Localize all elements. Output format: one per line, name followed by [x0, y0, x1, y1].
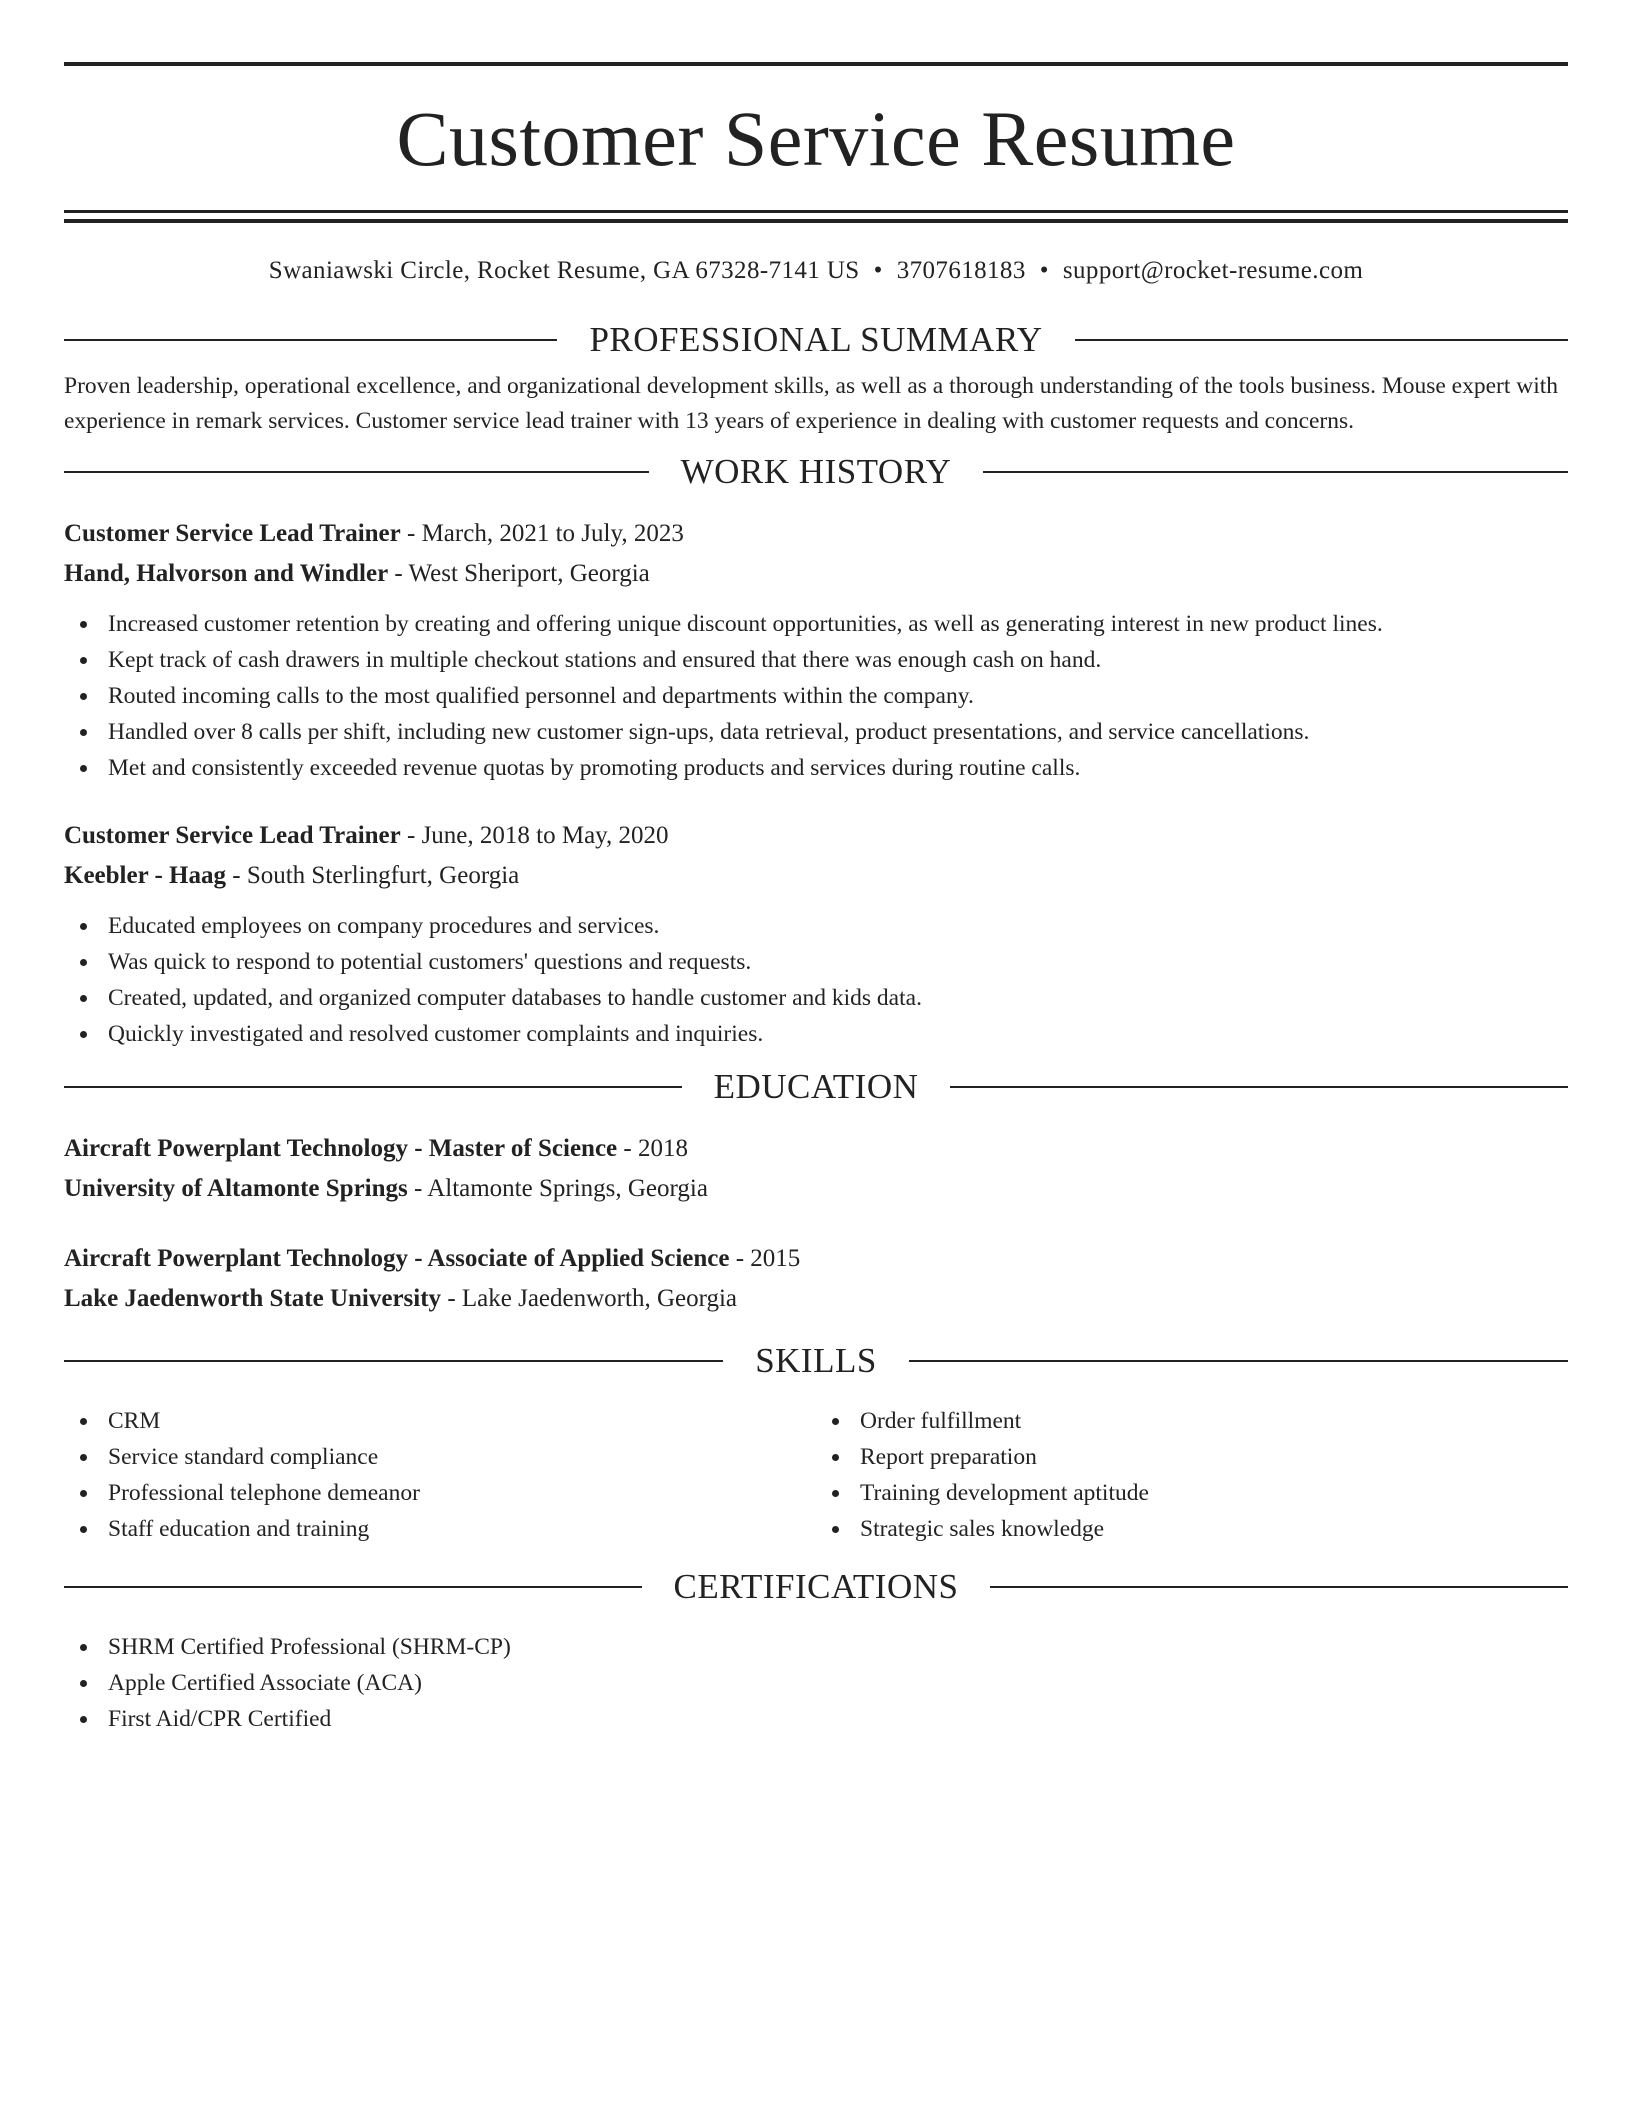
list-item: Increased customer retention by creating and offering unique discount opportunities, as well as generating interest in new product lines.	[64, 606, 1568, 642]
skills-heading: SKILLS	[755, 1341, 877, 1380]
top-rule	[64, 62, 1568, 66]
list-item: Service standard compliance	[64, 1439, 816, 1475]
education-entry	[64, 1239, 1568, 1319]
list-item: Training development aptitude	[816, 1475, 1568, 1511]
list-item: Apple Certified Associate (ACA)	[64, 1665, 1568, 1701]
list-item: Strategic sales knowledge	[816, 1511, 1568, 1547]
list-item: Met and consistently exceeded revenue quotas by promoting products and services during routine calls.	[64, 750, 1568, 786]
job-duties-list	[64, 606, 1568, 786]
summary-section-header	[64, 320, 1568, 360]
certifications-heading: CERTIFICATIONS	[673, 1567, 959, 1606]
contact-phone: 3707618183	[896, 257, 1026, 284]
degree: Aircraft Powerplant Technology - Master of Science	[64, 1135, 618, 1162]
job-entry	[64, 514, 1568, 786]
skills-list-right	[816, 1403, 1568, 1547]
section-rule	[64, 1086, 682, 1088]
list-item: Created, updated, and organized computer databases to handle customer and kids data.	[64, 980, 1568, 1016]
list-item: Kept track of cash drawers in multiple checkout stations and ensured that there was enough cash on hand.	[64, 642, 1568, 678]
title-rule-upper	[64, 210, 1568, 213]
job-company-line	[64, 856, 1568, 896]
title-rule-lower	[64, 219, 1568, 223]
degree-year: - 2015	[729, 1245, 801, 1272]
job-title: Customer Service Lead Trainer	[64, 822, 401, 849]
section-rule	[64, 1586, 642, 1588]
contact-line	[64, 257, 1568, 285]
list-item: Order fulfillment	[816, 1403, 1568, 1439]
education-section-header	[64, 1067, 1568, 1107]
list-item: Quickly investigated and resolved customer complaints and inquiries.	[64, 1016, 1568, 1052]
degree-line	[64, 1129, 1568, 1169]
contact-separator: •	[1039, 257, 1049, 284]
work-heading: WORK HISTORY	[680, 452, 952, 491]
job-title: Customer Service Lead Trainer	[64, 520, 401, 547]
job-title-line	[64, 514, 1568, 554]
school-location: - Altamonte Springs, Georgia	[407, 1175, 708, 1202]
job-company: Hand, Halvorson and Windler	[64, 560, 389, 587]
page-title: Customer Service Resume	[396, 95, 1236, 182]
skills-section-header	[64, 1341, 1568, 1381]
section-rule	[990, 1586, 1568, 1588]
degree-line	[64, 1239, 1568, 1279]
section-rule	[64, 471, 649, 473]
list-item: Report preparation	[816, 1439, 1568, 1475]
degree: Aircraft Powerplant Technology - Associate of Applied Science	[64, 1245, 730, 1272]
certifications-section-header	[64, 1567, 1568, 1607]
job-location: - South Sterlingfurt, Georgia	[226, 862, 520, 889]
list-item: Routed incoming calls to the most qualified personnel and departments within the company.	[64, 678, 1568, 714]
section-rule	[983, 471, 1568, 473]
skills-grid	[64, 1403, 1568, 1547]
list-item: Was quick to respond to potential customers' questions and requests.	[64, 944, 1568, 980]
job-location: - West Sheriport, Georgia	[388, 560, 650, 587]
list-item: Educated employees on company procedures and services.	[64, 908, 1568, 944]
list-item: Staff education and training	[64, 1511, 816, 1547]
education-entry	[64, 1129, 1568, 1209]
job-dates: - March, 2021 to July, 2023	[400, 520, 684, 547]
job-company-line	[64, 554, 1568, 594]
list-item: SHRM Certified Professional (SHRM-CP)	[64, 1629, 1568, 1665]
skills-list-left	[64, 1403, 816, 1547]
list-item: First Aid/CPR Certified	[64, 1701, 1568, 1737]
education-heading: EDUCATION	[713, 1067, 919, 1106]
contact-separator: •	[873, 257, 883, 284]
list-item: Handled over 8 calls per shift, including new customer sign-ups, data retrieval, product presentations, and service cancellations.	[64, 714, 1568, 750]
list-item: CRM	[64, 1403, 816, 1439]
section-rule	[1075, 339, 1568, 341]
contact-email: support@rocket-resume.com	[1062, 257, 1364, 284]
work-section-header	[64, 452, 1568, 492]
section-rule	[64, 1360, 723, 1362]
school: University of Altamonte Springs	[64, 1175, 408, 1202]
school: Lake Jaedenworth State University	[64, 1285, 442, 1312]
school-line	[64, 1279, 1568, 1319]
job-dates: - June, 2018 to May, 2020	[400, 822, 669, 849]
job-duties-list	[64, 908, 1568, 1052]
job-company: Keebler - Haag	[64, 862, 226, 889]
contact-address: Swaniawski Circle, Rocket Resume, GA 67328-7141 US	[268, 257, 860, 284]
certifications-list	[64, 1629, 1568, 1737]
list-item: Professional telephone demeanor	[64, 1475, 816, 1511]
school-line	[64, 1169, 1568, 1209]
section-rule	[909, 1360, 1568, 1362]
school-location: - Lake Jaedenworth, Georgia	[441, 1285, 738, 1312]
section-rule	[64, 339, 557, 341]
section-rule	[950, 1086, 1568, 1088]
degree-year: - 2018	[617, 1135, 688, 1162]
job-entry	[64, 816, 1568, 1052]
summary-text: Proven leadership, operational excellence, and organizational development skills, as well as a thorough understanding of the tools business. Mouse expert with experience in remark services. Customer service lead trainer with 13 years of experience in dealing with customer requests and concerns.	[64, 373, 1559, 434]
job-title-line	[64, 816, 1568, 856]
summary-heading: PROFESSIONAL SUMMARY	[589, 320, 1043, 359]
